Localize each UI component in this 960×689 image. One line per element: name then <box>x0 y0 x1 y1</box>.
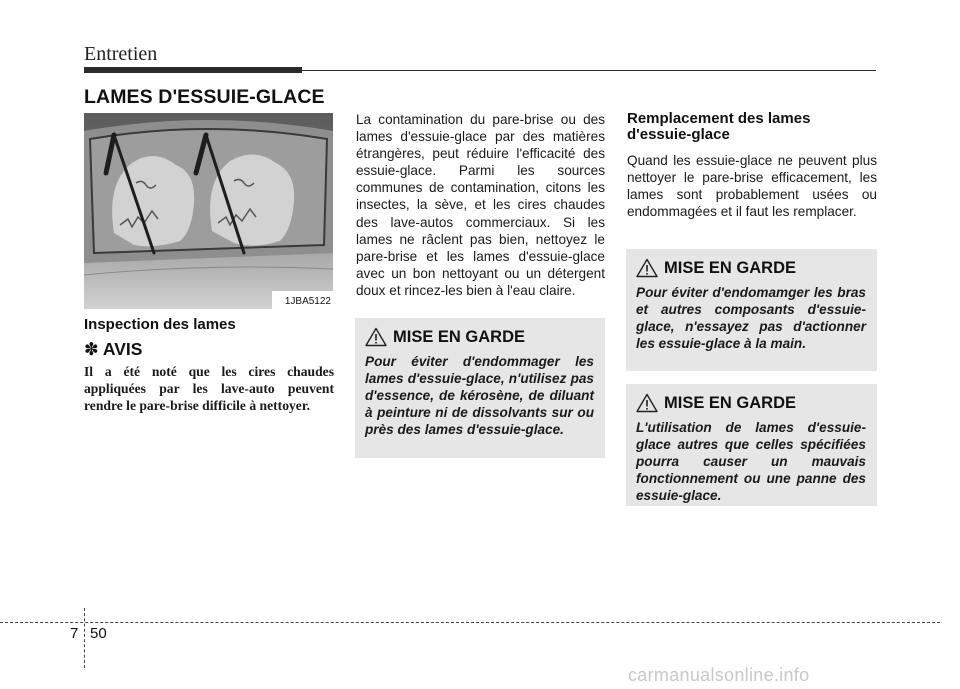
warning-box-solvents <box>355 318 605 458</box>
warning-triangle-icon <box>636 258 658 278</box>
contamination-paragraph: La contamination du pare-brise ou des lames d'essuie-glace par des matières étrangères, peut réduire l'efficacité des essuie-glace. Parmi les sources communes de contamination, citons les insectes, la sève, et les cires chaudes des lave-autos commerciaux. Si les lames ne râclent pas bien, nettoyez le pare-brise et les lames d'essuie-glace avec un bon nettoyant ou un détergent doux et rincez-les bien à l'eau claire. <box>356 112 605 298</box>
warning-triangle-icon <box>365 327 387 347</box>
warning-title: MISE EN GARDE <box>664 393 797 412</box>
avis-star-icon: ✽ <box>84 339 99 359</box>
warning-title: MISE EN GARDE <box>664 258 797 277</box>
warning-header <box>636 257 866 279</box>
warning-text: Pour éviter d'endommager les lames d'essuie-glace, n'utilisez pas d'essence, de kérosène, de diluant à peinture ni de dissolvants sur ou près des lames d'essuie-glace. <box>365 354 594 437</box>
avis-text: Il a été noté que les cires chaudes appliquées par les lave-auto peuvent rendre le pare-brise difficile à nettoyer. <box>84 364 334 413</box>
chapter-title: Entretien <box>84 43 158 65</box>
header-rule <box>302 70 876 71</box>
footer-divider <box>84 608 85 668</box>
warning-title: MISE EN GARDE <box>393 327 526 346</box>
avis-heading <box>84 339 142 360</box>
watermark: carmanualsonline.info <box>628 665 810 685</box>
warning-header <box>636 392 866 414</box>
page-number: 50 <box>90 625 107 642</box>
windshield-wiper-drawing <box>84 113 333 309</box>
chapter-number: 7 <box>70 625 79 642</box>
warning-box-manual-operation <box>626 249 877 371</box>
warning-box-blade-spec <box>626 384 877 506</box>
section-title: LAMES D'ESSUIE-GLACE <box>84 86 325 108</box>
footer-rule <box>0 622 940 623</box>
warning-text: L'utilisation de lames d'essuie-glace autres que celles spécifiées pourra causer un mauvais fonctionnement ou une panne des essuie-glace. <box>636 420 866 503</box>
inspection-heading: Inspection des lames <box>84 316 236 333</box>
header-bar <box>84 67 302 73</box>
replacement-heading: Remplacement des lames d'essuie-glace <box>627 110 811 143</box>
avis-label: AVIS <box>102 339 143 359</box>
warning-header <box>365 326 594 348</box>
warning-text: Pour éviter d'endomamger les bras et autres composants d'essuie-glace, n'essayez pas d'actionner les essuie-glace à la main. <box>636 285 866 351</box>
warning-triangle-icon <box>636 393 658 413</box>
replacement-paragraph: Quand les essuie-glace ne peuvent plus nettoyer le pare-brise efficacement, les lames sont probablement usées ou endommagées et il faut les remplacer. <box>627 153 877 220</box>
figure-code: 1JBA5122 <box>284 296 331 307</box>
windshield-wiper-illustration <box>84 113 333 309</box>
